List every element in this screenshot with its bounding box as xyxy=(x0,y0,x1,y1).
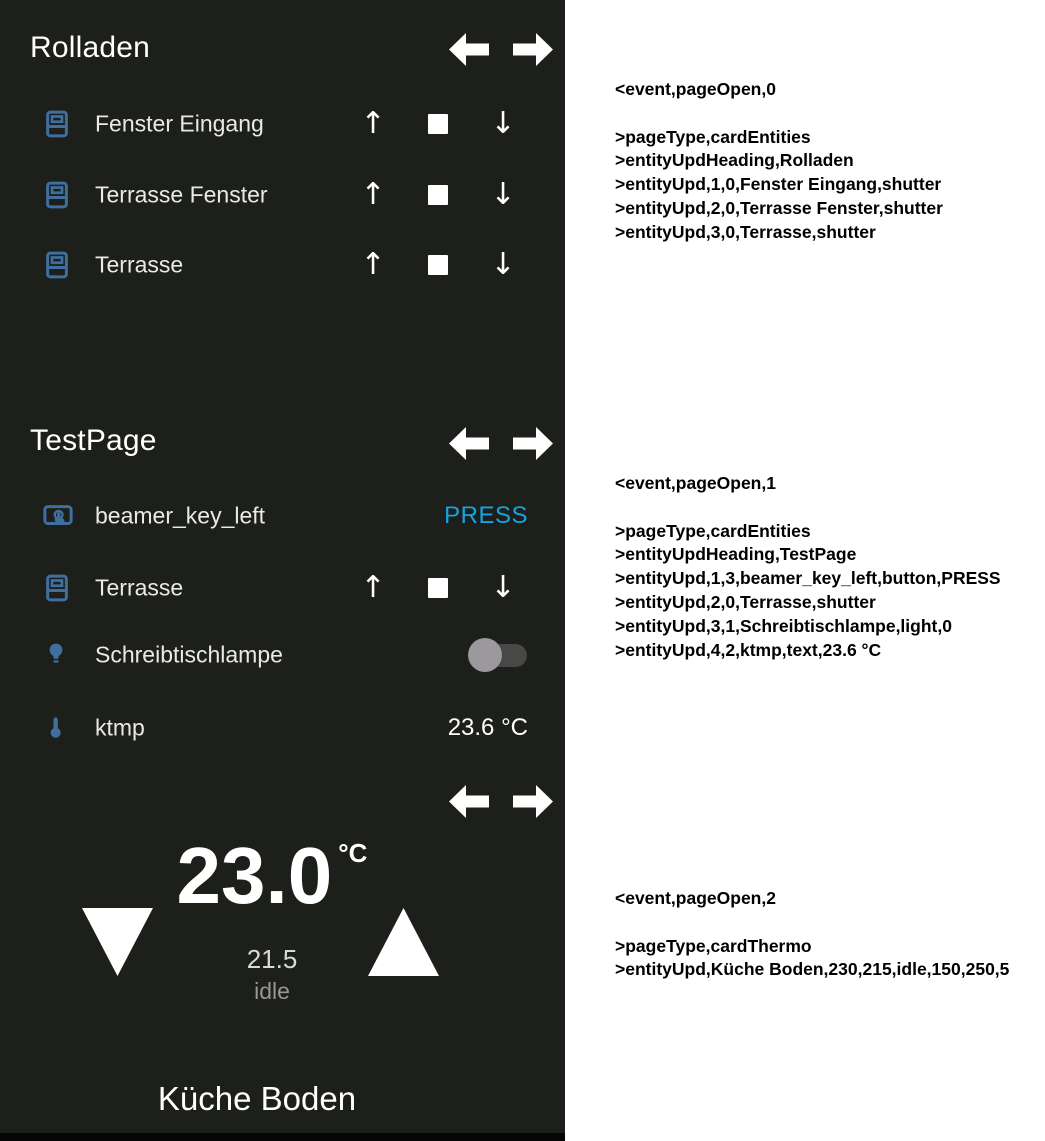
page-title: TestPage xyxy=(30,424,157,457)
entity-label: Fenster Eingang xyxy=(95,110,264,137)
press-button[interactable]: PRESS xyxy=(444,502,528,529)
panel-bottom-edge xyxy=(0,1133,565,1141)
log-line: >pageType,cardEntities xyxy=(615,126,811,147)
shutter-icon xyxy=(42,109,72,139)
shutter-down-button[interactable]: ↓ xyxy=(480,180,526,210)
shutter-stop-button[interactable] xyxy=(428,255,448,275)
log-event-line: <event,pageOpen,1 xyxy=(615,473,776,493)
prev-page-button[interactable] xyxy=(449,427,489,460)
prev-page-button[interactable] xyxy=(449,33,489,66)
entity-label: Terrasse Fenster xyxy=(95,181,268,208)
log-line: >entityUpd,2,0,Terrasse Fenster,shutter xyxy=(615,197,943,218)
shutter-icon xyxy=(42,180,72,210)
log-line: >entityUpdHeading,TestPage xyxy=(615,544,857,565)
log-block-page2 xyxy=(615,887,1035,982)
entity-label: Terrasse xyxy=(95,574,184,601)
log-line: >entityUpd,1,0,Fenster Eingang,shutter xyxy=(615,174,942,195)
current-temperature xyxy=(92,831,452,920)
shutter-stop-button[interactable] xyxy=(428,114,448,134)
shutter-stop-button[interactable] xyxy=(428,185,448,205)
entity-label: Terrasse xyxy=(95,251,184,278)
shutter-up-button[interactable]: ↑ xyxy=(350,250,396,280)
arrow-left-bold-icon xyxy=(449,427,489,460)
log-event-line: <event,pageOpen,2 xyxy=(615,888,776,908)
log-event-line: <event,pageOpen,0 xyxy=(615,79,776,99)
gesture-tap-button-icon xyxy=(42,501,74,531)
target-temperature: 21.5 xyxy=(246,944,298,974)
prev-page-button[interactable] xyxy=(449,785,489,818)
entity-row xyxy=(0,564,565,612)
entity-label: ktmp xyxy=(95,714,145,741)
thermometer-icon xyxy=(42,714,68,742)
entity-row xyxy=(0,631,565,679)
arrow-right-bold-icon xyxy=(513,427,553,460)
uart-protocol-log xyxy=(565,0,1045,1141)
arrow-right-bold-icon xyxy=(513,33,553,66)
log-block-page1 xyxy=(615,472,1035,662)
shutter-icon xyxy=(42,573,72,603)
shutter-down-button[interactable]: ↓ xyxy=(480,250,526,280)
log-line: >pageType,cardThermo xyxy=(615,935,812,956)
page-nav xyxy=(449,785,553,818)
arrow-left-bold-icon xyxy=(449,33,489,66)
page-nav xyxy=(449,33,553,66)
entity-row xyxy=(0,100,565,148)
arrow-left-bold-icon xyxy=(449,785,489,818)
log-line: >entityUpd,3,1,Schreibtischlampe,light,0 xyxy=(615,615,952,636)
log-line: >entityUpd,Küche Boden,230,215,idle,150,250,5 xyxy=(615,959,1010,980)
entity-label: Schreibtischlampe xyxy=(95,641,283,668)
shutter-up-button[interactable]: ↑ xyxy=(350,180,396,210)
toggle-knob xyxy=(468,638,502,672)
hvac-state: idle xyxy=(254,978,290,1004)
thermostat-name: Küche Boden xyxy=(157,1080,357,1117)
light-toggle-switch[interactable] xyxy=(468,638,527,672)
entity-row xyxy=(0,492,565,540)
log-line: >entityUpd,1,3,beamer_key_left,button,PRESS xyxy=(615,568,1001,589)
temperature-unit: °C xyxy=(338,838,368,868)
log-block-page0 xyxy=(615,78,1035,245)
shutter-icon xyxy=(42,250,72,280)
log-line: >entityUpd,4,2,ktmp,text,23.6 °C xyxy=(615,639,882,660)
log-line: >entityUpd,2,0,Terrasse,shutter xyxy=(615,591,876,612)
entity-row xyxy=(0,171,565,219)
log-line: >entityUpd,3,0,Terrasse,shutter xyxy=(615,221,876,242)
entity-label: beamer_key_left xyxy=(95,502,266,529)
log-line: >entityUpdHeading,Rolladen xyxy=(615,150,854,171)
shutter-up-button[interactable]: ↑ xyxy=(350,573,396,603)
shutter-down-button[interactable]: ↓ xyxy=(480,109,526,139)
page-nav xyxy=(449,427,553,460)
shutter-stop-button[interactable] xyxy=(428,578,448,598)
shutter-down-button[interactable]: ↓ xyxy=(480,573,526,603)
sensor-value: 23.6 °C xyxy=(447,714,528,741)
entity-row xyxy=(0,704,565,752)
next-page-button[interactable] xyxy=(513,785,553,818)
page-title: Rolladen xyxy=(30,31,151,64)
shutter-up-button[interactable]: ↑ xyxy=(350,109,396,139)
entity-row xyxy=(0,241,565,289)
log-line: >pageType,cardEntities xyxy=(615,520,811,541)
current-temperature-value: 23.0 xyxy=(176,831,333,920)
lightbulb-icon xyxy=(42,641,70,669)
next-page-button[interactable] xyxy=(513,33,553,66)
arrow-right-bold-icon xyxy=(513,785,553,818)
next-page-button[interactable] xyxy=(513,427,553,460)
